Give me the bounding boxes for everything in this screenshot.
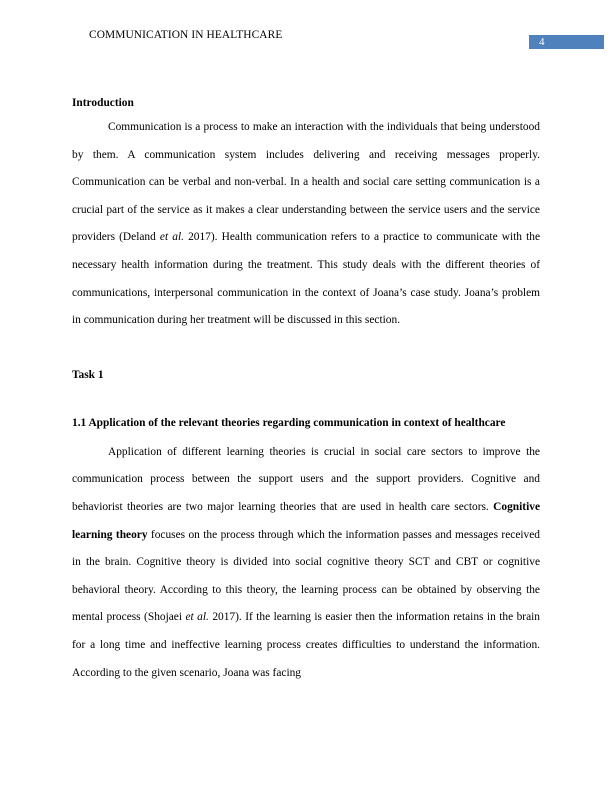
section-text-part-3: 2017). If the learning is easier then the information retains in the brain for a long time and ineffective learning process creates difficulties to understand the information. According to the given scenario, Joana was facing — [72, 611, 541, 679]
document-body — [72, 93, 540, 687]
task-1-heading: Task 1 — [72, 368, 104, 381]
section-1-1-heading: 1.1 Application of the relevant theories regarding communication in context of healthcare — [72, 416, 506, 429]
intro-text-part-1: Communication is a process to make an interaction with the individuals that being understood by them. A communication system includes delivering and receiving messages properly. Communication can be verbal and non-verbal. In a health and social care setting communication is a crucial part of the service as it makes a clear understanding between the service users and the service providers (Deland — [72, 121, 540, 244]
section-text-part-1: Application of different learning theories is crucial in social care sectors to improve the communication process between the support users and the support providers. Cognitive and behaviorist theories are two major learning theories that are used in health care sectors. — [72, 445, 540, 513]
section-1-1-paragraph — [72, 439, 540, 687]
intro-citation-etal: et al. — [159, 231, 184, 244]
cognitive-learning-theory-term: Cognitive learning theory — [72, 500, 540, 541]
page-number-badge — [529, 35, 604, 49]
introduction-heading: Introduction — [72, 97, 134, 109]
running-header-title: COMMUNICATION IN HEALTHCARE — [89, 29, 283, 41]
section-citation-etal: et al. — [185, 611, 209, 624]
introduction-paragraph — [72, 114, 540, 335]
intro-text-part-2: 2017). Health communication refers to a practice to communicate with the necessary health information during the treatment. This study deals with the different theories of communications, interpersonal communication in the context of Joana’s case study. Joana’s problem in communication during her treatment will be discussed in this section. — [72, 231, 541, 327]
page-number: 4 — [539, 36, 545, 48]
section-text-part-2: focuses on the process through which the information passes and messages received in the brain. Cognitive theory is divided into social cognitive theory SCT and CBT or cognitive behavioral theory. According to this theory, the learning process can be obtained by observing the mental process (Shojaei — [72, 528, 540, 624]
